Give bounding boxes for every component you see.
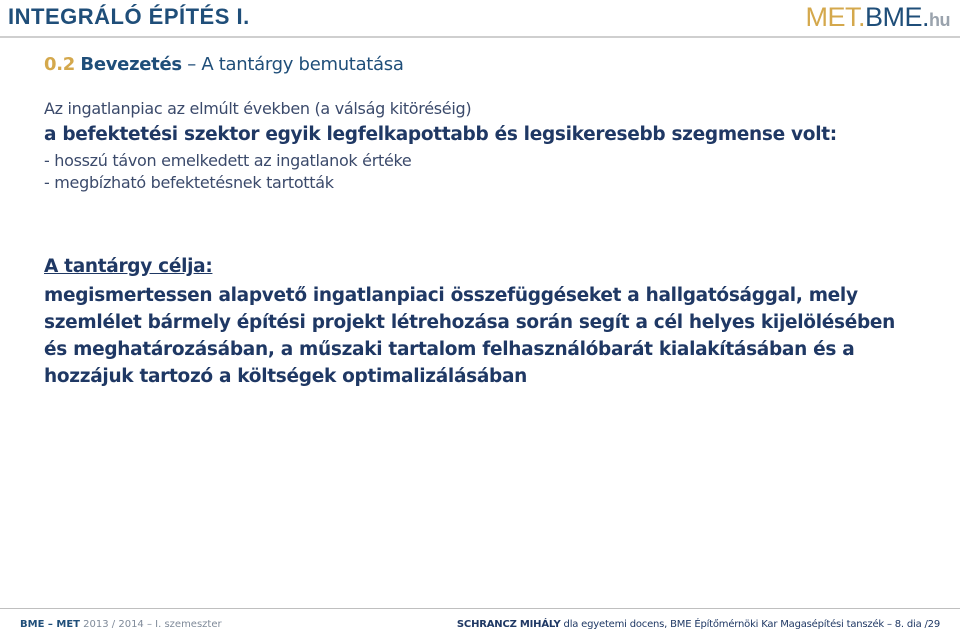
footer-slide-number: 8. dia /29 xyxy=(894,619,940,630)
logo-hu: hu xyxy=(929,10,950,30)
section-heading xyxy=(44,54,404,75)
footer-divider xyxy=(0,608,960,609)
goal-text: megismertessen alapvető ingatlanpiaci összefüggéseket a hallgatósággal, mely szemlélet bármely építési projekt létrehozása során segít a cél helyes kijelölésében és meghatározásában, a műszaki tartalom felhasználóbarát kialakításában és a hozzájuk tartozó a költségek optimalizálásában xyxy=(44,285,896,387)
goal-title: A tantárgy célja: xyxy=(44,256,213,277)
section-dash: – xyxy=(181,54,202,75)
header-divider xyxy=(0,36,960,38)
footer-author-info xyxy=(457,619,940,630)
section-number: 0.2 xyxy=(44,54,75,75)
footer-author: SCHRANCZ MIHÁLY xyxy=(456,619,561,630)
presentation-title: INTEGRÁLÓ ÉPÍTÉS I. xyxy=(8,4,250,29)
logo-met: MET. xyxy=(805,2,865,32)
footer-course-info xyxy=(20,619,222,630)
intro-bullet: - megbízható befektetésnek tartották xyxy=(44,173,334,192)
intro-bullet: - hosszú távon emelkedett az ingatlanok értéke xyxy=(44,151,412,170)
intro-bold-statement: a befektetési szektor egyik legfelkapottabb és legsikeresebb szegmense volt: xyxy=(44,124,837,145)
section-subtitle: A tantárgy bemutatása xyxy=(201,54,404,75)
met-bme-logo xyxy=(805,2,950,33)
footer-term: 2013 / 2014 – I. szemeszter xyxy=(79,619,222,630)
footer-affiliation: dla egyetemi docens, BME Építőmérnöki Kar Magasépítési tanszék – xyxy=(560,619,895,630)
footer-org: BME – MET xyxy=(20,619,80,630)
section-keyword: Bevezetés xyxy=(80,54,182,75)
logo-bme: BME. xyxy=(864,2,929,32)
intro-line: Az ingatlanpiac az elmúlt években (a válság kitöréséig) xyxy=(44,99,472,118)
